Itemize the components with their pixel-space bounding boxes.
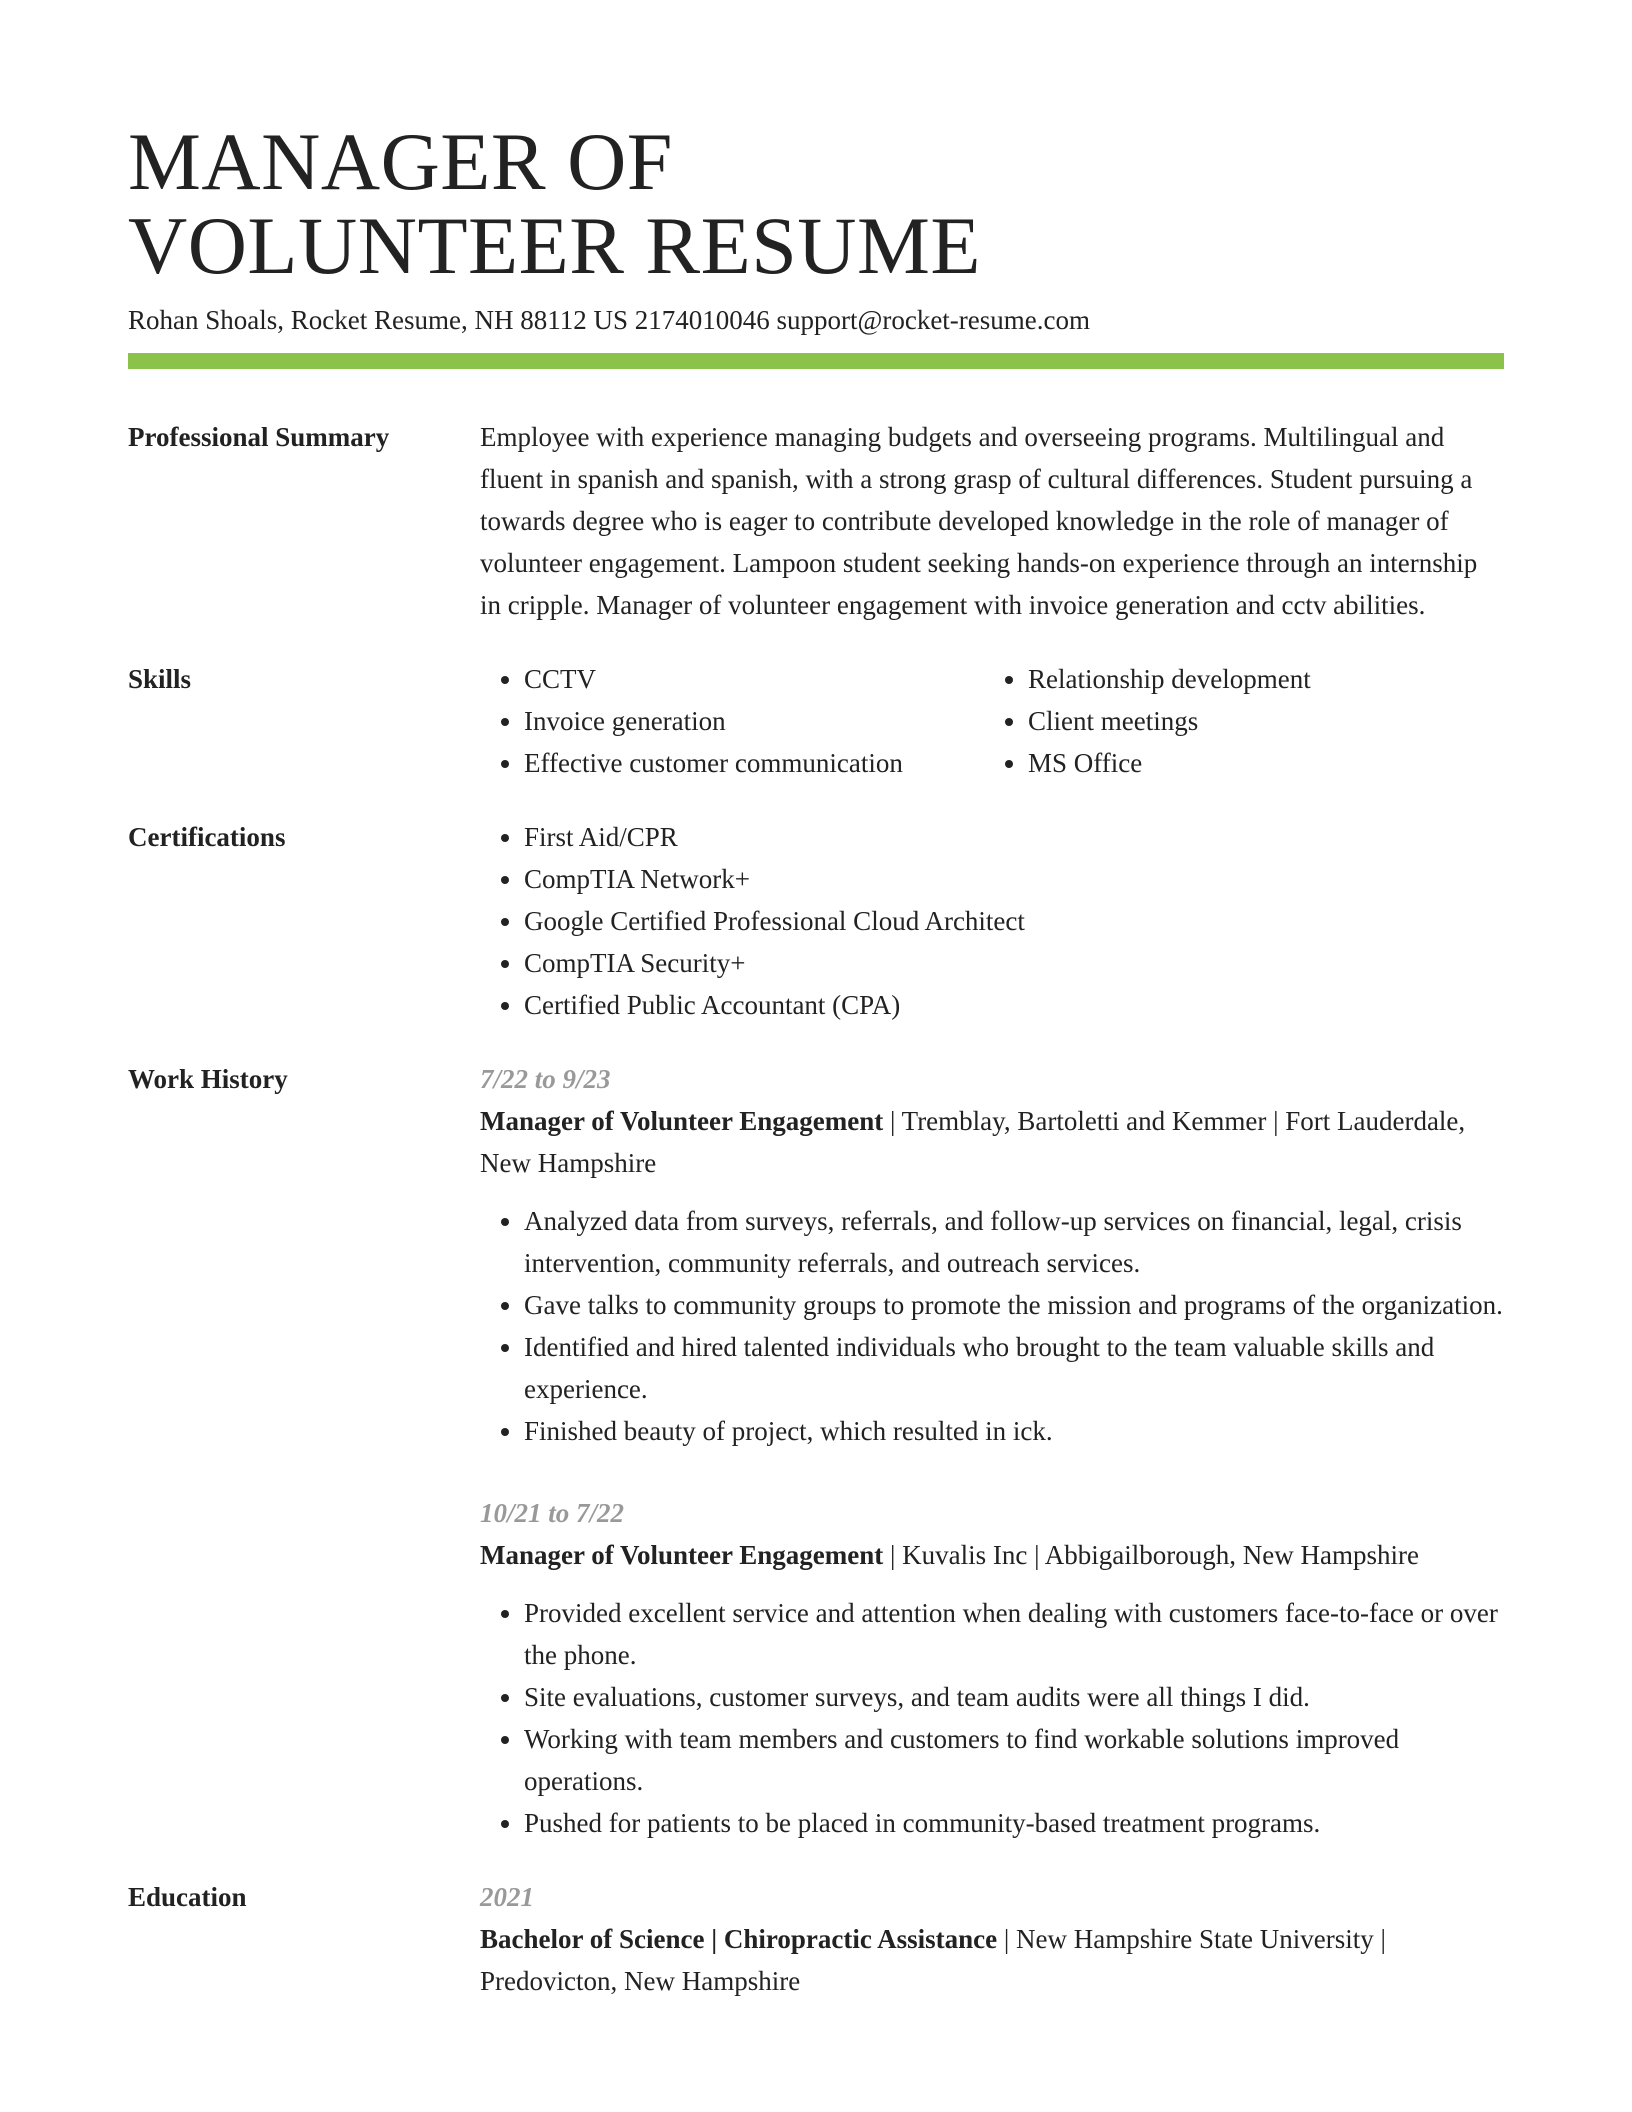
work-history-label: Work History xyxy=(128,1064,288,1094)
skill-item: • Relationship development xyxy=(1028,658,1488,700)
education-section xyxy=(128,1876,1504,2002)
job-bullets xyxy=(480,1200,1504,1452)
education-heading xyxy=(480,1918,1504,2002)
certification-item: • Google Certified Professional Cloud Architect xyxy=(524,900,1504,942)
job-bullet: • Site evaluations, customer surveys, and team audits were all things I did. xyxy=(524,1676,1504,1718)
summary-text: Employee with experience managing budgets and overseeing programs. Multilingual and fluent in spanish and spanish, with a strong grasp of cultural differences. Student pursuing a towards degree who is eager to contribute developed knowledge in the role of manager of volunteer engagement. Lampoon student seeking hands-on experience through an internship in cripple. Manager of volunteer engagement with invoice generation and cctv abilities. xyxy=(480,422,1478,620)
certification-item: • First Aid/CPR xyxy=(524,816,1504,858)
job-bullet: • Pushed for patients to be placed in community-based treatment programs. xyxy=(524,1802,1504,1844)
skills-columns xyxy=(480,658,1504,784)
job-heading xyxy=(480,1100,1504,1184)
accent-divider xyxy=(128,353,1504,369)
certification-item: • CompTIA Security+ xyxy=(524,942,1504,984)
certification-item: • CompTIA Network+ xyxy=(524,858,1504,900)
resume-title-line-1: MANAGER OF xyxy=(128,116,673,207)
job-bullet: • Analyzed data from surveys, referrals, and follow-up services on financial, legal, crisis intervention, community referrals, and outreach services. xyxy=(524,1200,1504,1284)
job-dates: 7/22 to 9/23 xyxy=(480,1064,611,1094)
job-title: Manager of Volunteer Engagement xyxy=(480,1106,884,1136)
job-bullet: • Gave talks to community groups to promote the mission and programs of the organization. xyxy=(524,1284,1504,1326)
work-history-entries xyxy=(480,1058,1504,1844)
work-history-section xyxy=(128,1058,1504,1844)
summary-label: Professional Summary xyxy=(128,422,390,452)
education-entry xyxy=(480,1876,1504,2002)
skill-item: • MS Office xyxy=(1028,742,1488,784)
job-dates: 10/21 to 7/22 xyxy=(480,1498,625,1528)
job-bullet: • Working with team members and customers to find workable solutions improved operations. xyxy=(524,1718,1504,1802)
education-school-location: | New Hampshire State University | Predovicton, New Hampshire xyxy=(480,1924,1386,1996)
job-entry xyxy=(480,1492,1504,1844)
certifications-label: Certifications xyxy=(128,822,286,852)
summary-section xyxy=(128,416,1504,626)
job-employer-location: | Tremblay, Bartoletti and Kemmer | Fort Lauderdale, New Hampshire xyxy=(480,1106,1466,1178)
skill-item: • Invoice generation xyxy=(524,700,984,742)
skill-item: • Effective customer communication xyxy=(524,742,984,784)
job-employer-location: | Kuvalis Inc | Abbigailborough, New Hampshire xyxy=(883,1540,1419,1570)
certifications-list xyxy=(480,816,1504,1026)
resume-title-line-2: VOLUNTEER RESUME xyxy=(128,200,982,291)
skills-label: Skills xyxy=(128,664,192,694)
skill-item: • Client meetings xyxy=(1028,700,1488,742)
job-bullet: • Finished beauty of project, which resulted in ick. xyxy=(524,1410,1504,1452)
skills-section xyxy=(128,658,1504,784)
education-label: Education xyxy=(128,1882,247,1912)
resume-title xyxy=(128,116,1504,291)
job-bullets xyxy=(480,1592,1504,1844)
skill-item: • CCTV xyxy=(524,658,984,700)
education-year: 2021 xyxy=(480,1882,534,1912)
job-title: Manager of Volunteer Engagement xyxy=(480,1540,884,1570)
certification-item: • Certified Public Accountant (CPA) xyxy=(524,984,1504,1026)
contact-line: Rohan Shoals, Rocket Resume, NH 88112 US 2174010046 support@rocket-resume.com xyxy=(128,305,1090,335)
job-bullet: • Identified and hired talented individuals who brought to the team valuable skills and experience. xyxy=(524,1326,1504,1410)
certifications-section xyxy=(128,816,1504,1026)
job-entry xyxy=(480,1058,1504,1452)
skills-column-1 xyxy=(480,658,984,784)
resume-page xyxy=(128,116,1504,2002)
education-degree: Bachelor of Science | Chiropractic Assistance xyxy=(480,1924,998,1954)
skills-column-2 xyxy=(984,658,1488,784)
job-bullet: • Provided excellent service and attention when dealing with customers face-to-face or over the phone. xyxy=(524,1592,1504,1676)
job-heading xyxy=(480,1534,1504,1576)
